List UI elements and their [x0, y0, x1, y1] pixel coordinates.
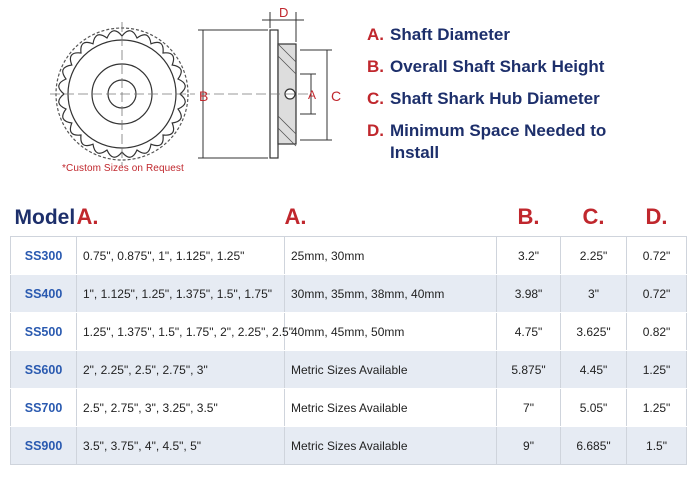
cell-a-metric: 25mm, 30mm	[285, 237, 497, 275]
legend-text: Overall Shaft Shark Height	[390, 57, 605, 76]
cell-c: 5.05"	[561, 389, 627, 427]
cell-d: 1.25"	[627, 389, 687, 427]
cell-b: 3.98"	[497, 275, 561, 313]
cell-b: 4.75"	[497, 313, 561, 351]
cell-a-metric: 30mm, 35mm, 38mm, 40mm	[285, 275, 497, 313]
legend-item-d	[367, 120, 687, 164]
header-model: Model	[14, 206, 76, 229]
cell-b: 5.875"	[497, 351, 561, 389]
cell-c: 2.25"	[561, 237, 627, 275]
cell-a-imperial: 1.25", 1.375", 1.5", 1.75", 2", 2.25", 2.5"	[77, 313, 285, 351]
cell-a-imperial: 3.5", 3.75", 4", 4.5", 5"	[77, 427, 285, 465]
cell-d: 1.25"	[627, 351, 687, 389]
header-a-imperial: A.	[76, 204, 99, 229]
custom-sizes-note: *Custom Sizes on Request	[62, 163, 184, 174]
dim-label-b: B	[199, 88, 209, 104]
cell-b: 3.2"	[497, 237, 561, 275]
dim-label-a: A	[308, 88, 317, 102]
cell-model: SS400	[11, 275, 77, 313]
sprocket-front-view	[50, 22, 195, 166]
cell-model: SS300	[11, 237, 77, 275]
cell-model: SS500	[11, 313, 77, 351]
cell-a-metric: Metric Sizes Available	[285, 427, 497, 465]
header-d: D.	[645, 204, 668, 229]
table-row	[11, 427, 687, 465]
header-c: C.	[582, 204, 605, 229]
cell-model: SS700	[11, 389, 77, 427]
legend-item-a	[367, 24, 687, 45]
cell-b: 7"	[497, 389, 561, 427]
spec-table-container	[10, 200, 686, 465]
legend-letter: A.	[367, 25, 384, 44]
header-b: B.	[517, 204, 540, 229]
legend-letter: C.	[367, 89, 384, 108]
table-row	[11, 275, 687, 313]
sprocket-side-view	[200, 30, 310, 158]
cell-a-imperial: 2.5", 2.75", 3", 3.25", 3.5"	[77, 389, 285, 427]
cell-a-metric: Metric Sizes Available	[285, 351, 497, 389]
cell-a-imperial: 0.75", 0.875", 1", 1.125", 1.25"	[77, 237, 285, 275]
table-header-row	[11, 200, 687, 237]
shaft-shark-drawing	[0, 0, 360, 190]
cell-a-imperial: 2", 2.25", 2.5", 2.75", 3"	[77, 351, 285, 389]
legend-item-c	[367, 88, 687, 109]
cell-c: 3"	[561, 275, 627, 313]
legend-text: Minimum Space Needed to Install	[390, 121, 607, 162]
cell-d: 0.72"	[627, 275, 687, 313]
cell-d: 0.72"	[627, 237, 687, 275]
cell-c: 3.625"	[561, 313, 627, 351]
cell-a-imperial: 1", 1.125", 1.25", 1.375", 1.5", 1.75"	[77, 275, 285, 313]
cell-model: SS600	[11, 351, 77, 389]
table-row	[11, 237, 687, 275]
table-row	[11, 351, 687, 389]
cell-d: 0.82"	[627, 313, 687, 351]
legend-text: Shaft Shark Hub Diameter	[390, 89, 600, 108]
legend-text: Shaft Diameter	[390, 25, 510, 44]
dimension-lines	[198, 12, 332, 158]
header-a-metric: A.	[284, 204, 307, 229]
legend-item-b	[367, 56, 687, 77]
spec-table	[10, 200, 687, 465]
table-row	[11, 389, 687, 427]
dim-label-d: D	[279, 5, 289, 20]
cell-a-metric: Metric Sizes Available	[285, 389, 497, 427]
cell-c: 6.685"	[561, 427, 627, 465]
cell-a-metric: 40mm, 45mm, 50mm	[285, 313, 497, 351]
cell-d: 1.5"	[627, 427, 687, 465]
cell-model: SS900	[11, 427, 77, 465]
table-row	[11, 313, 687, 351]
dimension-legend	[367, 24, 687, 175]
legend-letter: B.	[367, 57, 384, 76]
dim-label-c: C	[331, 88, 342, 104]
legend-letter: D.	[367, 121, 384, 140]
cell-b: 9"	[497, 427, 561, 465]
cell-c: 4.45"	[561, 351, 627, 389]
